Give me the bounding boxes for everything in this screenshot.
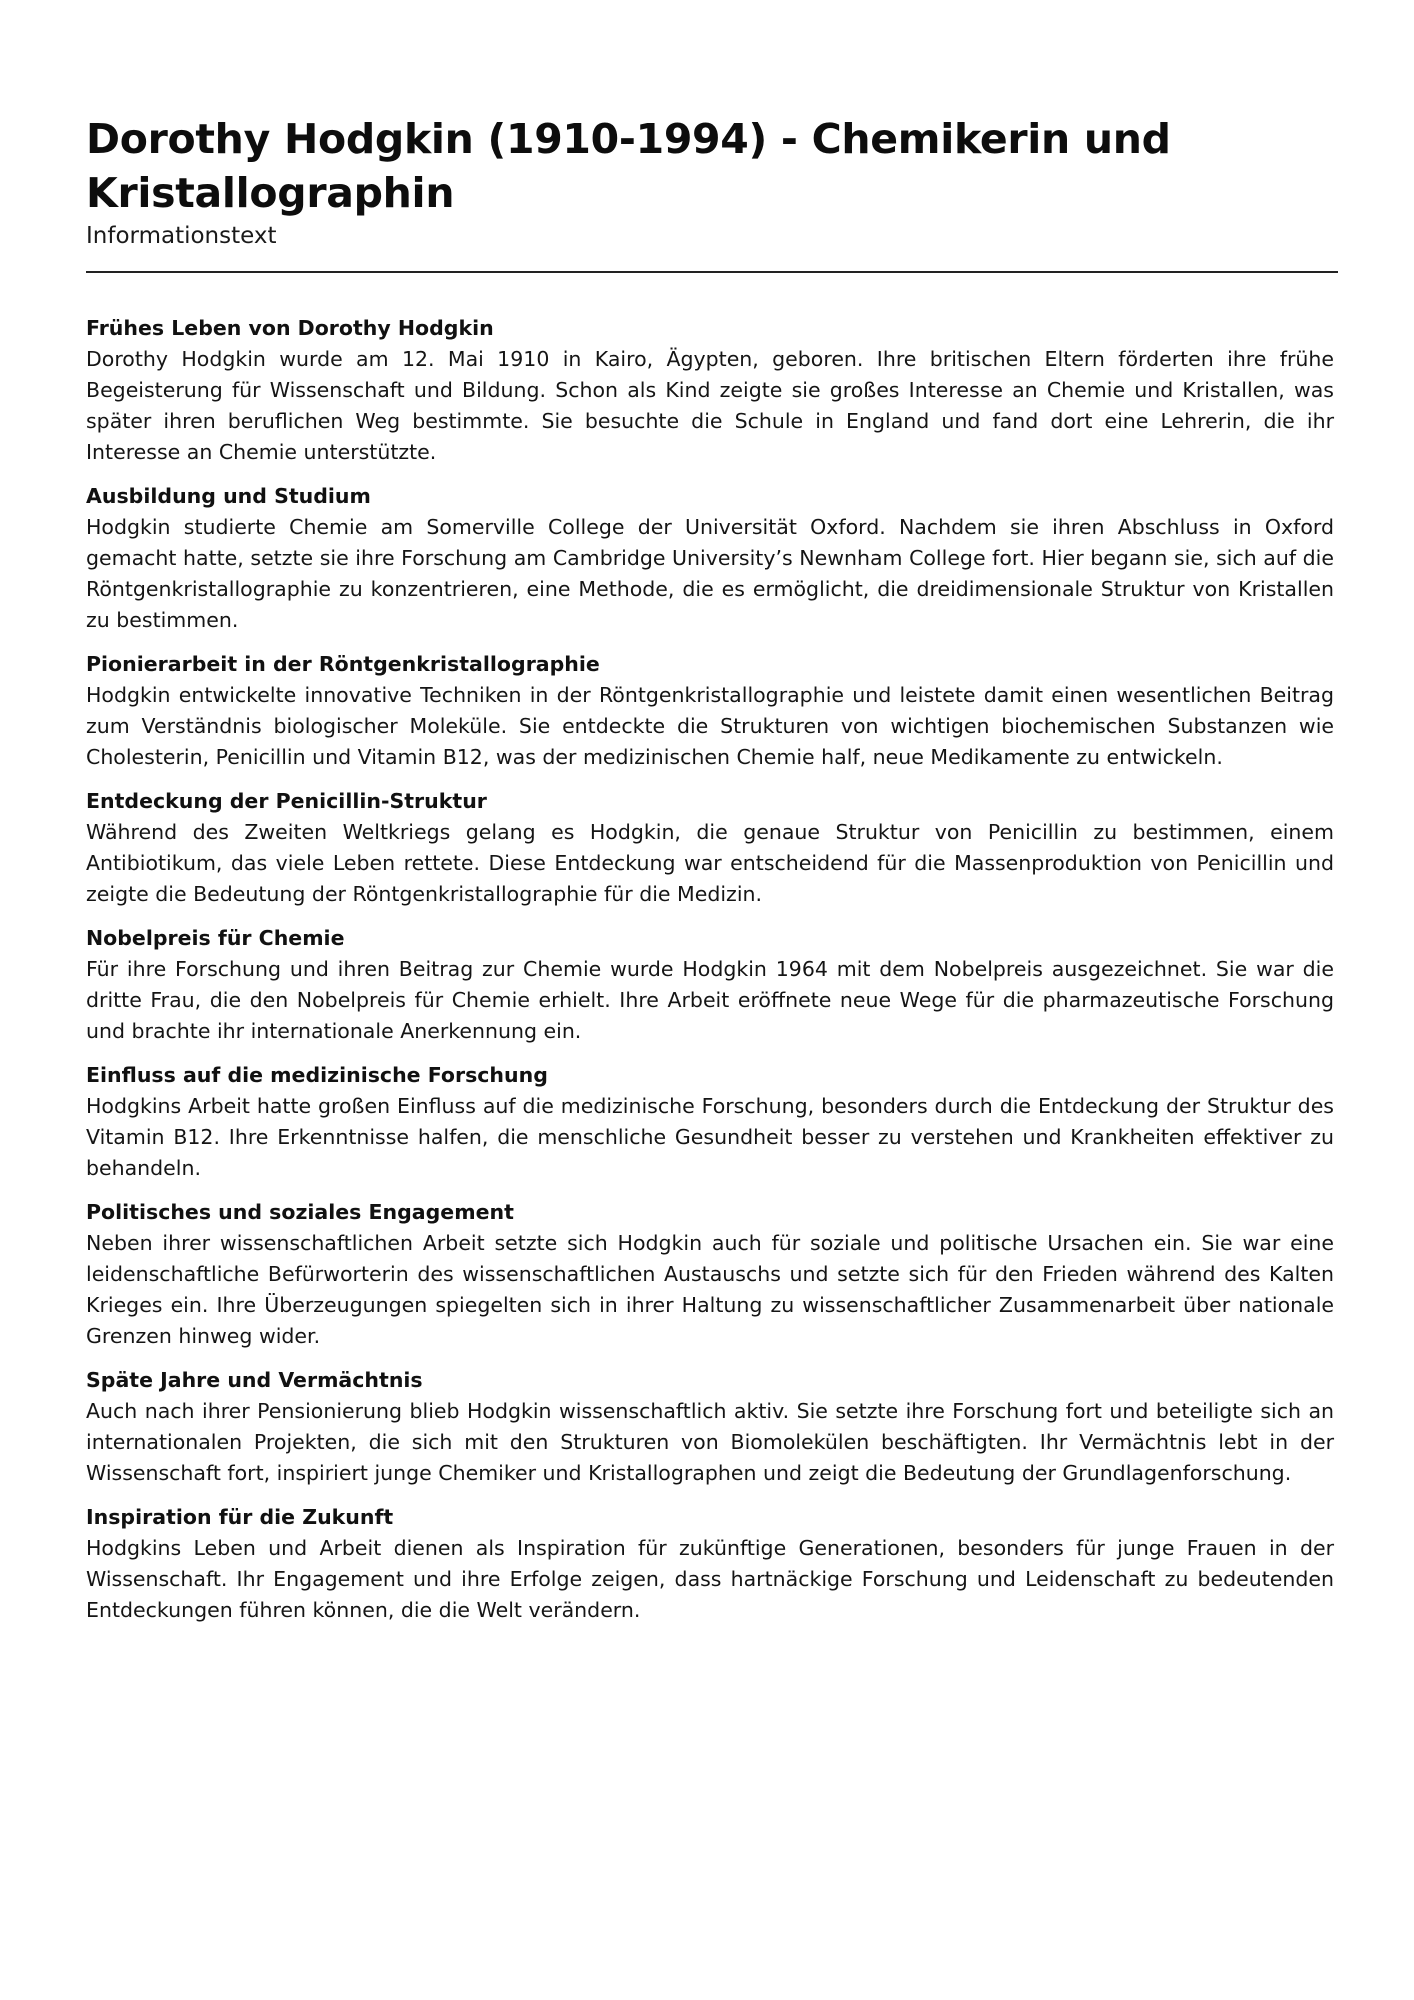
section-text: Hodgkins Arbeit hatte großen Einfluss auf die medizinische Forschung, besonders durch die Entdeckung der Struktur des Vitamin B12. Ihre Erkenntnisse halfen, die menschliche Gesundheit besser zu verstehen und Krankheiten effektiver zu behandeln.: [86, 1094, 1334, 1180]
header-divider: [86, 271, 1338, 273]
section-pioneer-work: [86, 649, 1334, 773]
section-nobel-prize: [86, 923, 1334, 1047]
section-heading: Ausbildung und Studium: [86, 484, 371, 508]
document-header: [86, 112, 1334, 273]
section-text: Während des Zweiten Weltkriegs gelang es Hodgkin, die genaue Struktur von Penicillin zu bestimmen, einem Antibiotikum, das viele Leben rettete. Diese Entdeckung war entscheidend für die Massenproduktion von Penicillin und zeigte die Bedeutung der Röntgenkristallographie für die Medizin.: [86, 820, 1334, 906]
section-text: Für ihre Forschung und ihren Beitrag zur Chemie wurde Hodgkin 1964 mit dem Nobelpreis ausgezeichnet. Sie war die dritte Frau, die den Nobelpreis für Chemie erhielt. Ihre Arbeit eröffnete neue Wege für die pharmazeutische Forschung und brachte ihr internationale Anerkennung ein.: [86, 957, 1334, 1043]
section-inspiration: [86, 1502, 1334, 1626]
section-education: [86, 481, 1334, 636]
section-early-life: [86, 313, 1334, 468]
document-title: Dorothy Hodgkin (1910-1994) - Chemikerin und Kristallographin: [86, 115, 1171, 217]
section-heading: Politisches und soziales Engagement: [86, 1200, 514, 1224]
section-text: Auch nach ihrer Pensionierung blieb Hodgkin wissenschaftlich aktiv. Sie setzte ihre Forschung fort und beteiligte sich an internationalen Projekten, die sich mit den Strukturen von Biomolekülen beschäftigten. Ihr Vermächtnis lebt in der Wissenschaft fort, inspiriert junge Chemiker und Kristallographen und zeigt die Bedeutung der Grundlagenforschung.: [86, 1399, 1334, 1485]
section-text: Hodgkin studierte Chemie am Somerville College der Universität Oxford. Nachdem sie ihren Abschluss in Oxford gemacht hatte, setzte sie ihre Forschung am Cambridge University’s Newnham College fort. Hier begann sie, sich auf die Röntgenkristallographie zu konzentrieren, eine Methode, die es ermöglicht, die dreidimensionale Struktur von Kristallen zu bestimmen.: [86, 515, 1334, 632]
document-subtitle: Informationstext: [86, 223, 277, 249]
section-heading: Nobelpreis für Chemie: [86, 926, 345, 950]
section-heading: Entdeckung der Penicillin-Struktur: [86, 789, 487, 813]
section-text: Hodgkin entwickelte innovative Techniken in der Röntgenkristallographie und leistete damit einen wesentlichen Beitrag zum Verständnis biologischer Moleküle. Sie entdeckte die Strukturen von wichtigen biochemischen Substanzen wie Cholesterin, Penicillin und Vitamin B12, was der medizinischen Chemie half, neue Medikamente zu entwickeln.: [86, 683, 1334, 769]
section-text: Hodgkins Leben und Arbeit dienen als Inspiration für zukünftige Generationen, besonders für junge Frauen in der Wissenschaft. Ihr Engagement und ihre Erfolge zeigen, dass hartnäckige Forschung und Leidenschaft zu bedeutenden Entdeckungen führen können, die die Welt verändern.: [86, 1536, 1334, 1622]
section-heading: Pionierarbeit in der Röntgenkristallographie: [86, 652, 600, 676]
section-text: Dorothy Hodgkin wurde am 12. Mai 1910 in Kairo, Ägypten, geboren. Ihre britischen Eltern förderten ihre frühe Begeisterung für Wissenschaft und Bildung. Schon als Kind zeigte sie großes Interesse an Chemie und Kristallen, was später ihren beruflichen Weg bestimmte. Sie besuchte die Schule in England und fand dort eine Lehrerin, die ihr Interesse an Chemie unterstützte.: [86, 347, 1334, 464]
section-text: Neben ihrer wissenschaftlichen Arbeit setzte sich Hodgkin auch für soziale und politische Ursachen ein. Sie war eine leidenschaftliche Befürworterin des wissenschaftlichen Austauschs und setzte sich für den Frieden während des Kalten Krieges ein. Ihre Überzeugungen spiegelten sich in ihrer Haltung zu wissenschaftlicher Zusammenarbeit über nationale Grenzen hinweg wider.: [86, 1231, 1334, 1348]
section-penicillin: [86, 786, 1334, 910]
section-social-engagement: [86, 1197, 1334, 1352]
section-medical-research: [86, 1060, 1334, 1184]
section-heading: Einfluss auf die medizinische Forschung: [86, 1063, 548, 1087]
section-legacy: [86, 1365, 1334, 1489]
section-heading: Frühes Leben von Dorothy Hodgkin: [86, 316, 494, 340]
section-heading: Späte Jahre und Vermächtnis: [86, 1368, 423, 1392]
section-heading: Inspiration für die Zukunft: [86, 1505, 394, 1529]
document-content: [86, 313, 1334, 1626]
